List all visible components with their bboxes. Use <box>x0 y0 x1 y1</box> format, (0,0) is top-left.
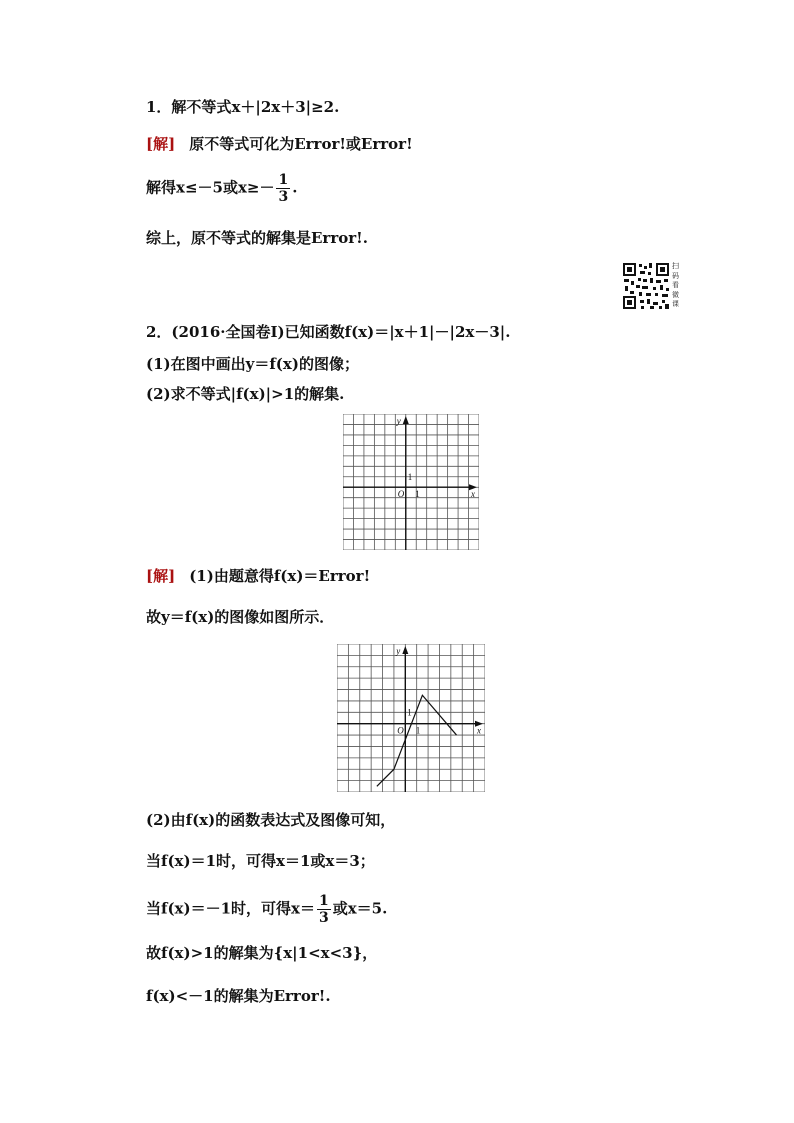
fraction-one-third <box>317 893 331 926</box>
function-graph-chart <box>337 644 485 792</box>
x-axis-label: x <box>471 489 475 500</box>
qr-caption-char: 微 <box>672 290 679 299</box>
solution-s1: (1)由题意得f(x)＝Error! <box>189 567 371 585</box>
q2-title: 2．(2016·全国卷Ⅰ)已知函数f(x)＝|x＋1|－|2x－3|. <box>146 323 511 341</box>
qr-caption-char: 扫 <box>672 262 679 270</box>
q1-step1 <box>146 134 413 154</box>
y-tick-label: 1 <box>407 471 413 482</box>
y-tick-label: 1 <box>407 707 412 718</box>
solution-line-2: 故y＝f(x)的图像如图所示． <box>146 608 335 626</box>
solution-line-4: 当f(x)＝1时，可得x＝1或x＝3； <box>146 852 375 870</box>
fraction-numerator: 1 <box>278 172 289 188</box>
origin-label: O <box>397 725 404 736</box>
q1-conclusion: 综上，原不等式的解集是Error!. <box>146 229 368 247</box>
q2-part1: (1)在图中画出y＝f(x)的图像； <box>146 355 359 373</box>
q1-step1-text: 原不等式可化为Error!或Error! <box>189 135 413 153</box>
y-axis-label: y <box>396 416 401 426</box>
solution-line-6: 故f(x)>1的解集为{x|1<x<3}， <box>146 944 378 962</box>
qr-caption-char: 码 <box>672 271 679 280</box>
solution-s5-prefix: 当f(x)＝－1时，可得x＝ <box>146 899 315 918</box>
qr-caption-char: 课 <box>672 300 679 308</box>
empty-grid-chart <box>343 414 479 550</box>
q2-part2: (2)求不等式|f(x)|>1的解集. <box>146 385 345 403</box>
x-tick-label: 1 <box>415 725 421 736</box>
q1-title: 1．解不等式x＋|2x＋3|≥2. <box>146 98 340 116</box>
q1-step2-suffix: . <box>292 178 298 197</box>
y-axis-label: y <box>396 646 401 656</box>
solution-line-3: (2)由f(x)的函数表达式及图像可知， <box>146 811 396 829</box>
solution-line-1 <box>146 566 370 586</box>
qr-caption <box>672 262 682 310</box>
fraction-denominator: 3 <box>278 189 289 205</box>
x-tick-label: 1 <box>415 489 420 500</box>
fraction-one-third <box>276 172 290 205</box>
q1-step2-prefix: 解得x≤－5或x≥－ <box>146 178 275 197</box>
solution-line-5 <box>146 893 387 926</box>
solution-tag: [解] <box>146 567 176 585</box>
qr-code-icon[interactable] <box>622 262 670 310</box>
q1-step2 <box>146 172 297 205</box>
solution-line-7: f(x)<－1的解集为Error!. <box>146 987 331 1005</box>
y-axis-arrow-icon <box>403 416 409 424</box>
fraction-denominator: 3 <box>318 910 329 926</box>
solution-tag: [解] <box>146 135 176 153</box>
y-axis-arrow-icon <box>402 646 408 654</box>
origin-label: O <box>397 489 405 500</box>
qr-caption-char: 看 <box>672 281 679 289</box>
solution-s5-suffix: 或x＝5. <box>332 899 388 918</box>
fraction-numerator: 1 <box>318 893 329 909</box>
x-axis-label: x <box>477 725 481 736</box>
